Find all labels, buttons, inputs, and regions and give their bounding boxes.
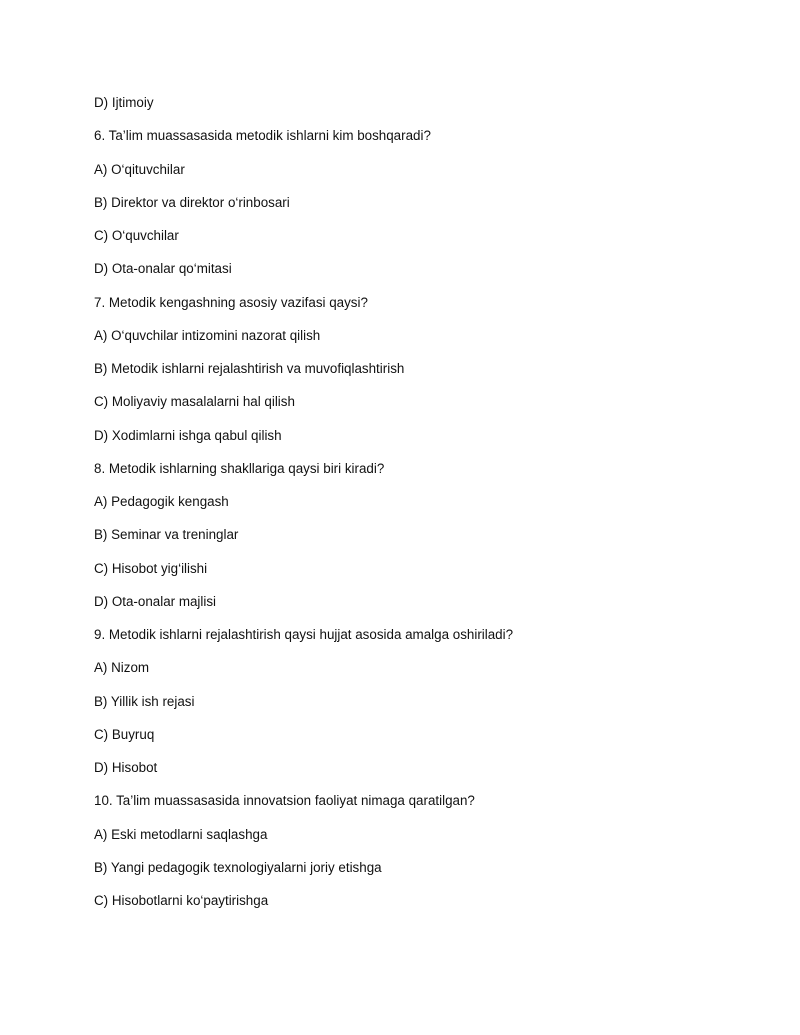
answer-option: D) Hisobot [94, 760, 158, 775]
answer-option: B) Seminar va treninglar [94, 527, 239, 543]
answer-option: B) Metodik ishlarni rejalashtirish va muvofiqlashtirish [94, 361, 405, 376]
answer-option: B) Yillik ish rejasi [94, 693, 195, 709]
answer-option: A) O‘qituvchilar [94, 161, 185, 177]
answer-option: C) Hisobotlarni ko‘paytirishga [94, 893, 269, 908]
question-text: 6. Ta’lim muassasasida metodik ishlarni kim boshqaradi? [94, 128, 431, 144]
answer-option: D) Ota-onalar qo‘mitasi [94, 261, 232, 277]
answer-option: D) Ota-onalar majlisi [94, 593, 217, 609]
answer-option: D) Ijtimoiy [94, 95, 154, 110]
answer-option: B) Direktor va direktor o‘rinbosari [94, 194, 290, 210]
question-text: 7. Metodik kengashning asosiy vazifasi qaysi? [94, 294, 368, 310]
answer-option: A) Nizom [94, 660, 150, 676]
question-text: 8. Metodik ishlarning shakllariga qaysi biri kiradi? [94, 460, 385, 476]
question-text: 9. Metodik ishlarni rejalashtirish qaysi hujjat asosida amalga oshiriladi? [94, 627, 514, 642]
answer-option: D) Xodimlarni ishga qabul qilish [94, 427, 282, 443]
answer-option: C) Buyruq [94, 726, 155, 742]
answer-option: C) Moliyaviy masalalarni hal qilish [94, 394, 295, 410]
answer-option: A) Eski metodlarni saqlashga [94, 826, 268, 842]
answer-option: B) Yangi pedagogik texnologiyalarni joriy etishga [94, 859, 382, 875]
question-list [94, 94, 734, 925]
answer-option: C) O‘quvchilar [94, 228, 179, 243]
answer-option: A) O‘quvchilar intizomini nazorat qilish [94, 327, 321, 343]
question-text: 10. Ta’lim muassasasida innovatsion faoliyat nimaga qaratilgan? [94, 793, 475, 809]
answer-option: C) Hisobot yig‘ilishi [94, 560, 208, 576]
answer-option: A) Pedagogik kengash [94, 494, 229, 509]
